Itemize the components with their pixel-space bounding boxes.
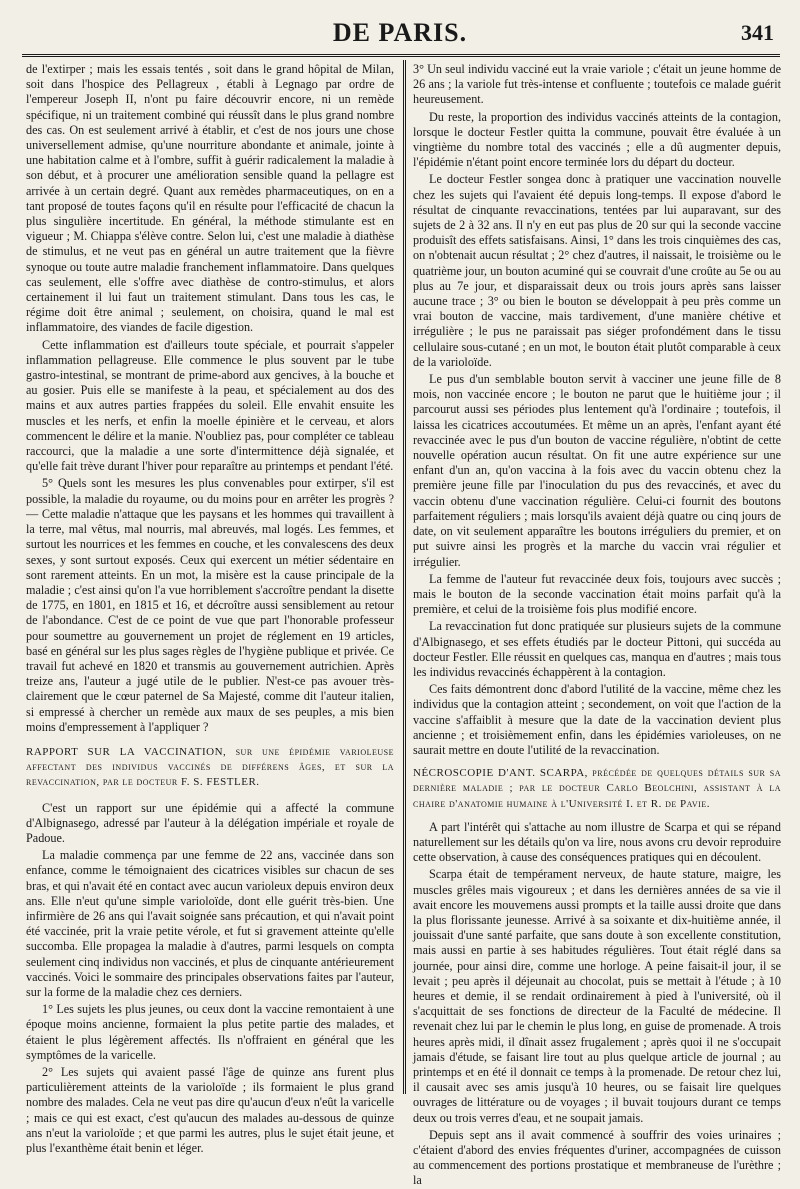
section-heading-necroscopie: NÉCROSCOPIE D'ANT. SCARPA, précédée de quelques détails sur sa dernière maladie ; par le docteur Carlo Beolchini, assistant à la chaire d'anatomie humaine à l'Université I. et R. de Pavie. bbox=[413, 767, 781, 810]
paragraph: Cette inflammation est d'ailleurs toute spéciale, et pourrait s'appeler inflammation pellagreuse. Elle commence le plus souvent par le tube gastro-intestinal, se montrant de prime-abord aux gencives, à la bouche et au gosier. Puis elle se manifeste à la peau, et spécialement au dos des mains et aux autres parties frappées du soleil. Elle envahit ensuite les muscles et les nerfs, et enfin la moelle épinière et le cerveau, et alors commencent le délire et la manie. N'oubliez pas, pour compléter ce tableau raccourci, que la maladie a une sorte d'intermittence déjà signalée, et qu'elle fait trève durant l'hiver pour reparaître au printemps et pendant l'été. bbox=[26, 337, 394, 474]
paragraph: Ces faits démontrent donc d'abord l'utilité de la vaccine, même chez les individus que la contagion atteint ; secondement, on voit que l'action de la vaccine s'affaiblit à mesure que la date de la vaccination devient plus ancienne ; et troisièmement enfin, dans les épidémies varioleuses, on ne saurait mettre en doute l'utilité de la revaccination. bbox=[413, 682, 781, 757]
header-rule bbox=[22, 54, 780, 57]
column-divider bbox=[403, 60, 406, 1094]
paragraph: Du reste, la proportion des individus vaccinés atteints de la contagion, lorsque le docteur Festler quitta la commune, pouvait être évaluée à un vingtième du nombre total des vaccinés ; elle a dû augmenter depuis, l'épidémie n'étant point encore terminée lors du départ du docteur. bbox=[413, 109, 781, 170]
left-column bbox=[26, 62, 394, 1156]
paragraph: de l'extirper ; mais les essais tentés , soit dans le grand hôpital de Milan, soit dans l'hospice des Pellagreux , établi à Legnago par ordre de l'empereur Joseph II, n'ont pu faire découvrir encore, ni un remède spécifique, ni un traitement combiné qui réussît dans le plus grand nombre des cas. On est seulement arrivé à établir, et c'est de nos jours une chose universellement admise, qu'une nourriture abondante et animale, jointe à une habitation calme et à l'ombre, suffit à guérir radicalement la maladie à son début, et à procurer une amélioration sensible quand la pellagre est arrivée à un certain degré. Quant aux remèdes pharmaceutiques, on en a tant proposé de toutes façons qu'il en résulte pour l'efficacité de chacun la plus singulière incertitude. En général, la méthode stimulante est en vigueur ; M. Chiappa s'élève contre. Selon lui, c'est une maladie à diathèse de stimulus, et ne veut pas en général un autre traitement que la fièvre synoque ou toute autre maladie franchement inflammatoire. Dans quelques cas seulement, elle s'offre avec diathèse de contro-stimulus, et alors certainement il lui faut un traitement stimulant. Dans tous les cas, le régime doit être animal ; seulement, on choisira, quand le mal est inflammatoire, des viandes de facile digestion. bbox=[26, 62, 394, 335]
page-number: 341 bbox=[741, 20, 774, 45]
section-heading-vaccination: RAPPORT SUR LA VACCINATION, sur une épidémie varioleuse affectant des individus vaccinés de différens âges, et sur la revaccination, par le docteur F. S. FESTLER. bbox=[26, 745, 394, 789]
right-column bbox=[413, 62, 781, 1188]
page-header bbox=[20, 18, 780, 50]
paragraph: 5° Quels sont les mesures les plus convenables pour extirper, s'il est possible, la maladie du royaume, ou du moins pour en arrêter les progrès ? — Cette maladie n'attaque que les paysans et les hommes qui travaillent à la terre, mal vêtus, mal nourris, mal abreuvés, mal logés. Les femmes, et surtout les nourrices et les femmes en couche, et les convalescens des deux sexes, y sont surtout exposés. Ceux qui exercent un métier sédentaire en sont rarement atteints. En un mot, la misère est la cause principale de la maladie ; c'est ainsi qu'on l'a vue horriblement s'accroître pendant la disette de 1775, en 1801, en 1815 et 16, et décroître aussi sensiblement au retour de l'abondance. C'est de ce point de vue que part l'honorable professeur pour soumettre au gouvernement un projet de réglement en 19 articles, basé en général sur les plus sages règles de l'hygiène publique et privée. Ce travail fut achevé en 1820 et transmis au gouvernement autrichien. Après treize ans, l'auteur a jugé utile de le publier. N'est-ce pas avouer très-clairement que le cœur paternel de Sa Majesté, comme dit l'auteur italien, si empressé à chercher un remède aux maux de ses peuples, a mis bien moins d'empressement à l'appliquer ? bbox=[26, 476, 394, 734]
paragraph: C'est un rapport sur une épidémie qui a affecté la commune d'Albignasego, adressé par l'auteur à la délégation impériale et royale de Padoue. bbox=[26, 800, 394, 845]
paragraph: Depuis sept ans il avait commencé à souffrir des voies urinaires ; c'étaient d'abord des envies fréquentes d'uriner, accompagnées de cuisson au commencement des portions prostatique et membraneuse de l'urèthre ; la bbox=[413, 1127, 781, 1188]
paragraph: La femme de l'auteur fut revaccinée deux fois, toujours avec succès ; mais le bouton de la seconde vaccination était moins parfait qu'à la première, et celui de la troisième fois plus modifié encore. bbox=[413, 571, 781, 617]
running-title: DE PARIS. bbox=[332, 18, 468, 47]
paragraph: 2° Les sujets qui avaient passé l'âge de quinze ans furent plus particulièrement atteints de la varioloïde ; ils formaient le plus grand nombre des malades. Cela ne veut pas dire qu'aucun d'eux n'eût la varicelle ; mais ce qui est exact, c'est qu'aucun des malades au-dessous de quinze ans n'eut la varioloïde ; et que parmi les autres, plus le sujet était jeune, et plus l'exanthème était benin et léger. bbox=[26, 1065, 394, 1156]
paragraph: 3° Un seul individu vacciné eut la vraie variole ; c'était un jeune homme de 26 ans ; la variole fut très-intense et confluente ; toutefois ce malade guérit heureusement. bbox=[413, 62, 781, 107]
paragraph: A part l'intérêt qui s'attache au nom illustre de Scarpa et qui se répand naturellement sur les détails qu'on va lire, nous avons cru devoir reproduire cette observation, à cause des conséquences pratiques qui en découlent. bbox=[413, 819, 781, 865]
paragraph: La revaccination fut donc pratiquée sur plusieurs sujets de la commune d'Albignasego, et ses effets étudiés par le docteur Pittoni, qui succéda au docteur Festler. Elle réussit en quelques cas, manqua en d'autres ; mais tous les individus revaccinés échappèrent à la contagion. bbox=[413, 619, 781, 679]
paragraph: La maladie commença par une femme de 22 ans, vaccinée dans son enfance, comme le témoignaient des cicatrices visibles sur chacun de ses bras, et qui n'avait été en contact avec aucun varioleux depuis environ deux ans. Elle n'eut qu'une simple varioloïde, dont elle guérit très-bien. Une infirmière de 26 ans qui l'avait soignée sans précaution, et qui n'avait point été vaccinée, prit la vraie petite vérole, et fut si gravement atteinte qu'elle succomba. Elle propagea la maladie à d'autres, parmi lesquels on compta seulement cinq individus non vaccinés, et plus de cinquante antérieurement vaccinés. Voici le sommaire des principales observations faites par l'auteur, sur la forme de la maladie chez ces derniers. bbox=[26, 848, 394, 999]
paragraph: Scarpa était de tempérament nerveux, de haute stature, maigre, les muscles grêles mais vigoureux ; et dans les dernières années de sa vie il avait encore les mouvemens aussi prompts et la taille aussi droite que dans la plus florissante jeunesse. Arrivé à sa soixante et dix-huitième année, il jouissait d'une santé parfaite, que sans doute à son excellente constitution, mais aussi en partie à ses habitudes régulières. Tout était réglé dans sa journée, pour ainsi dire, comme une horloge. A peine faisait-il jour, il se levait ; peu après il déjeunait au chocolat, puis se mettait à l'étude ; à 10 heures et demie, il se rendait ordinairement à pied à l'université, où il s'acquittait de ses fonctions de directeur de la Faculté de médecine. Il revenait chez lui par le chemin le plus long, en guise de promenade. A trois heures après midi, il dînait assez frugalement ; après quoi il ne s'occupait jamais d'étude, se faisant lire tout au plus quelque article de journal ; au printemps et en été il donnait ce temps à la promenade. De retour chez lui, il causait avec ses amis jusqu'à 10 heures, ou se faisait lire quelques ouvrages de littérature ou de voyages ; il buvait toujours durant ce temps deux ou trois verres d'eau, et ne soupait jamais. bbox=[413, 867, 781, 1125]
paragraph: Le docteur Festler songea donc à pratiquer une vaccination nouvelle chez les sujets qui l'avaient été depuis long-temps. Il expose d'abord le résultat de cinquante revaccinations, tentées par lui auparavant, sur des sujets de 2 à 32 ans. Il n'y en eut pas plus de 20 sur qui la seconde vaccine produisît des effets satisfaisans. Ainsi, 1° dans les trois cinquièmes des cas, on n'obtenait aucun résultat ; 2° chez d'autres, il naissait, le troisième ou le quatrième jour, un bouton acuminé qui se couvrait d'une croûte au 5e ou au plus au 7e jour, et disparaissait deux ou trois jours après sans laisser aucune trace ; 3° ou bien le bouton se développait à peu près comme un vrai bouton de vaccine, mais tardivement, d'une manière chétive et irrégulière ; le pus ne paraissait pas siéger profondément dans le tissu cellulaire sous-cutané ; en un mot, le bouton était plutôt comparable à ceux de la varioloïde. bbox=[413, 172, 781, 369]
paragraph: 1° Les sujets les plus jeunes, ou ceux dont la vaccine remontaient à une époque moins ancienne, formaient la plus petite partie des malades, et étaient le plus légèrement affectés. Ils n'offraient en général que les symptômes de la varicelle. bbox=[26, 1002, 394, 1062]
paragraph: Le pus d'un semblable bouton servit à vacciner une jeune fille de 8 mois, non vaccinée encore ; le bouton ne parut que le huitième jour ; il parcourut aussi ses périodes plus lentement qu'à l'ordinaire ; toutefois, il laissa les cicatrices accoutumées. Et même un an après, l'enfant ayant été revaccinée avec le pus d'un bouton de vaccine régulière, n'obtint de cette nouvelle opération aucun résultat. On fit une autre expérience sur une enfant d'un an, qu'on vaccina à la fois avec du vaccin obtenu chez la première jeune fille par l'inoculation du pus des revaccinés, et avec du vaccin obtenu d'une vaccination régulière. Celui-ci fournit des boutons parfaitement réguliers ; mais lorsqu'ils avaient déjà quatre ou cinq jours de date, on vit seulement apparaître les boutons irréguliers du premier, et on put suivre ainsi les progrès et la marche du vaccin vrai régulier et irrégulier. bbox=[413, 372, 781, 569]
